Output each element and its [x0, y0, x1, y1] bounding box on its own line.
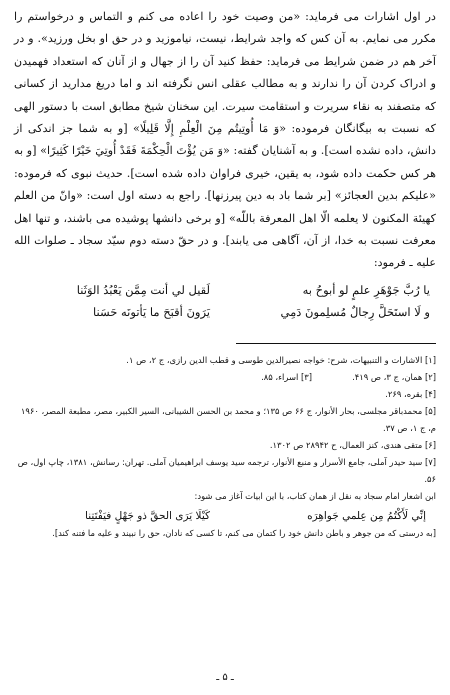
body-sentence-2: و در آخر هم در ضمن شرایط می فرماید: حفظ کنید آن را از جهال و از آنان که استعداد فهمیدن و ادراک کردن آن را ندارند و به مطالب عقلی انس نگرفته اند و اما دریغ مدارید از کسانی که متصفند به نقاء سریرت و استقامت سیرت.	[14, 32, 437, 113]
poem-line: يَرَونَ أقبَحَ ما يَأتونَه حَسَنا	[93, 304, 210, 319]
footnote: [۱] الاشارات و التنبیهات، شرح: خواجه نصیرالدین طوسی و قطب الدین رازی، ج ۲، ص ۱.	[126, 354, 436, 365]
footnote: [۷] سید حیدر آملی، جامع الأسرار و منبع الأنوار، ترجمه سید یوسف ابراهیمیان آملی. تهران: رسانش، ۱۳۸۱، چاپ اول، ص ۵۶.	[17, 456, 436, 484]
footnotes	[14, 352, 436, 505]
footnote: [۲] همان، ج ۳، ص ۴۱۹.	[352, 371, 436, 382]
footnote-row	[14, 369, 436, 386]
poem-block	[20, 279, 430, 323]
footnote: [۵] محمدباقر مجلسی، بحار الأنوار، ج ۶۶ ص ۱۳۵؛ و محمد بن الحسن الشیبانی، السیر الکبیر، مصر، مطبعة المصر، ۱۹۶۰ م، ج ۱، ص ۳۷.	[20, 405, 436, 433]
footnote: ابن اشعار امام سجاد به نقل از همان کتاب، با این ابیات آغاز می شود:	[194, 490, 436, 501]
poem-line: و لَا استَحَلَّ رِجالٌ مُسلِمونَ دَمِي	[280, 304, 430, 319]
poem-line: لَقيل لي أنت مِمَّن يَعْبُدُ الوَثَنا	[76, 282, 210, 297]
page-number: ـ ۵ ـ	[216, 672, 234, 683]
page	[14, 6, 436, 542]
body-sentence-1: در اول اشارات می فرماید: «من وصیت خود را اعاده می کنم و التماس و درخواستم را مکرر می نمایم. به آن کس که واجد شرایط، نیست، نیاموزید و در حق او بخل ورزید».	[14, 10, 436, 46]
body-paragraph	[14, 6, 436, 275]
footnote-divider	[236, 343, 436, 344]
body-sentence-3: این سخنان شیخ مطابق است با دستور الهی که نسبت به بیگانگان فرموده: «وَ مَا أُوتِيتُم مِنَ الْعِلْمِ إِلَّا قَلِيلًا» [و به شما جز اندکی از دانش، داده نشده است]. و به آشنایان گفته: «وَ مَن يُؤْتَ الْحِكْمَةَ فَقَدْ أُوتِيَ خَيْرًا كَثِيرًا» [و به هر کس حکمت داده شود، به یقین، خیری فراوان داده شده است]. حدیث نبوی که فرموده: «علیکم بدین العجائز» [بر شما باد به دین پیرزنها]. راجع به دسته اول است: «وانّ من العلم کهیئة المکنون لا یعلمه الّا اهل المعرفة باللّه» [و برخی دانشها پوشیده می باشند، و تنها اهل معرفت نسبت به خدا، از آن، آگاهی می یابند]. و در حقّ دسته دوم سیّد سجاد ـ صلوات الله علیه ـ فرمود:	[14, 99, 436, 270]
poem-line: كَيْلَا يَرَى الحقَّ ذو جَهْلٍ فيَفْتَتِنا	[85, 509, 210, 522]
footnote: [۳] اسراء، ۸۵.	[261, 371, 313, 382]
footnote-closing: [به درستی که من جوهر و باطن دانش خود را کتمان می کنم، تا کسی که نادان، حق را نبیند و علیه ما فتنه کند].	[52, 527, 436, 538]
footnote: [۶] متقی هندی، کنز العمال، ح ۲۸۹۴۲ ص ۱۳۰۲.	[269, 439, 436, 450]
footnote-poem	[24, 507, 426, 525]
footnote: [۴] بقره، ۲۶۹.	[385, 388, 436, 399]
poem-line: يا رُبَّ جَوْهَرِ علمٍ لو أبوحُ به	[302, 282, 430, 297]
poem-line: إنِّي لَأَكْتُمُ مِن عِلمي جَواهِرَه	[307, 509, 426, 522]
